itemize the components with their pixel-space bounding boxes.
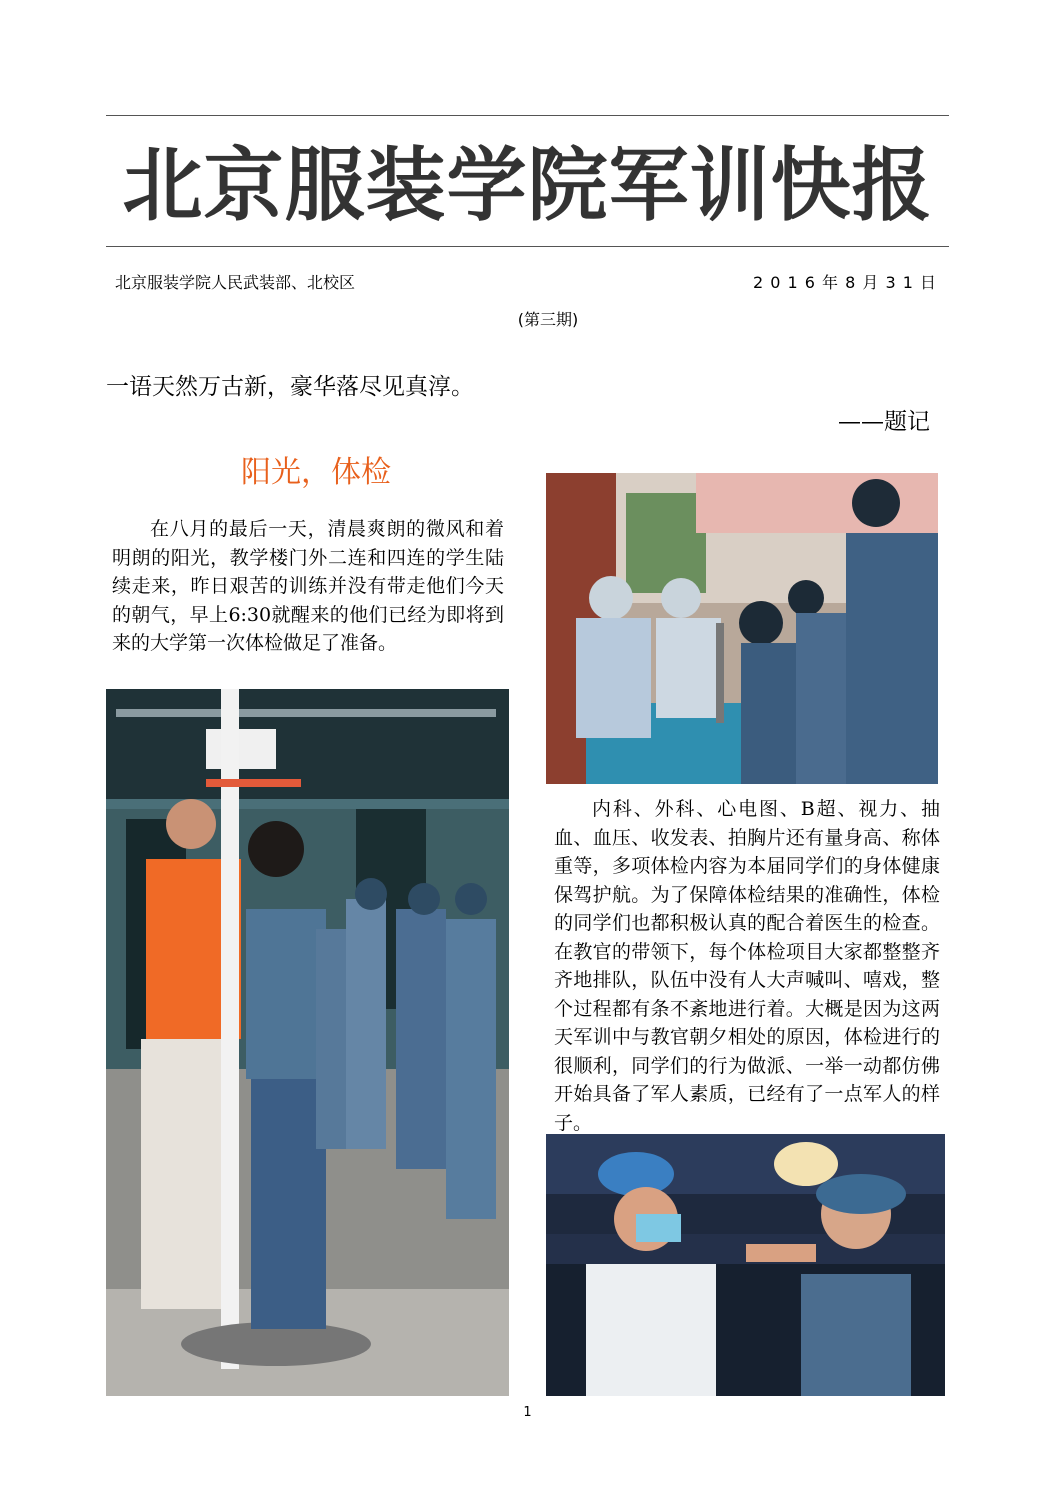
- photo-height-measurement: [106, 689, 509, 1396]
- top-rule: [106, 115, 949, 116]
- epigraph-attribution: ——题记: [838, 409, 930, 435]
- publisher: 北京服装学院人民武装部、北校区: [115, 273, 356, 292]
- photo-blood-pressure-check: [546, 473, 938, 784]
- article-paragraph-2: 内科、外科、心电图、B超、视力、抽血、血压、收发表、拍胸片还有量身高、称体重等，多项体检内容为本届同学们的身体健康保驾护航。为了保障体检结果的准确性，体检的同学们也都积极认真的配合着医生的检查。在教官的带领下，每个体检项目大家都整整齐齐地排队，队伍中没有人大声喊叫、嘻戏，整个过程都有条不紊地进行着。大概是因为这两天军训中与教官朝夕相处的原因，体检进行的很顺利，同学们的行为做派、一举一动都仿佛开始具备了军人素质，已经有了一点军人的样子。: [554, 798, 940, 1134]
- issue-date: 2 0 1 6 年 8 月 3 1 日: [752, 273, 937, 292]
- masthead-title: 北京服装学院军训快报: [122, 139, 933, 232]
- issue-number: (第三期): [517, 310, 579, 329]
- article-headline: 阳光，体检: [241, 455, 391, 490]
- page-number: 1: [523, 1405, 532, 1420]
- photo-throat-examination: [546, 1134, 945, 1396]
- article-paragraph-1: 在八月的最后一天，清晨爽朗的微风和着明朗的阳光，教学楼门外二连和四连的学生陆续走来，昨日艰苦的训练并没有带走他们今天的朝气，早上6:30就醒来的他们已经为即将到来的大学第一次体检做足了准备。: [112, 518, 504, 654]
- bottom-rule: [106, 246, 949, 247]
- epigraph-text: 一语天然万古新，豪华落尽见真淳。: [106, 374, 474, 400]
